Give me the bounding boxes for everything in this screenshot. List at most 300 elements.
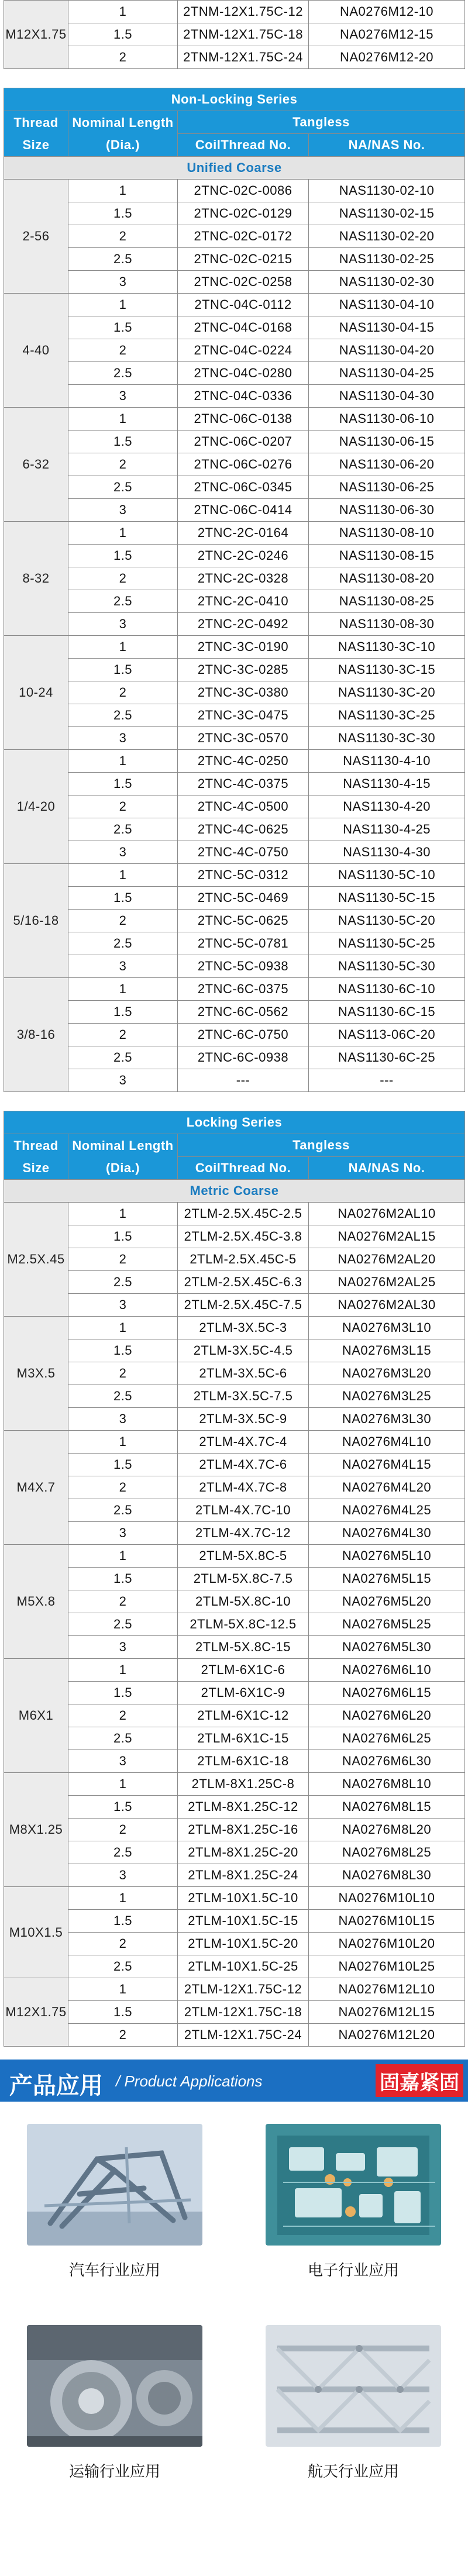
thread-size-cell: M4X.7 xyxy=(4,1431,68,1545)
coilthread-header: CoilThread No. xyxy=(178,1157,309,1180)
application-card-transport[interactable] xyxy=(27,2325,202,2481)
table-row xyxy=(4,681,465,704)
nas-cell: NA0276M4L10 xyxy=(309,1431,465,1454)
section-spacer xyxy=(0,69,468,88)
nas-cell: NA0276M6L10 xyxy=(309,1659,465,1682)
nominal-length-cell: 3 xyxy=(68,1069,178,1092)
coilthread-cell: 2TLM-8X1.25C-20 xyxy=(178,1841,309,1864)
coilthread-cell: 2TNC-4C-0500 xyxy=(178,795,309,818)
nominal-length-cell: 1 xyxy=(68,408,178,431)
coilthread-cell: 2TLM-4X.7C-4 xyxy=(178,1431,309,1454)
nominal-length-cell: 1.5 xyxy=(68,316,178,339)
nominal-length-cell: 3 xyxy=(68,1864,178,1887)
subsection-title: Unified Coarse xyxy=(4,157,465,180)
nominal-length-cell: 1 xyxy=(68,864,178,887)
nominal-length-cell: 2 xyxy=(68,2024,178,2047)
nominal-length-cell: 1 xyxy=(68,978,178,1001)
nominal-length-cell: 3 xyxy=(68,841,178,864)
coilthread-cell: 2TNC-5C-0938 xyxy=(178,955,309,978)
table-row xyxy=(4,1636,465,1659)
thread-size-cell: 4-40 xyxy=(4,294,68,408)
coilthread-cell: 2TNC-04C-0224 xyxy=(178,339,309,362)
nominal-length-cell: 3 xyxy=(68,499,178,522)
table-row xyxy=(4,1294,465,1317)
nominal-length-cell: 3 xyxy=(68,1636,178,1659)
nas-cell: NA0276M10L20 xyxy=(309,1933,465,1955)
nas-cell: NA0276M8L30 xyxy=(309,1864,465,1887)
nas-cell: NA0276M4L30 xyxy=(309,1522,465,1545)
thread-size-cell: 10-24 xyxy=(4,636,68,750)
table-row xyxy=(4,1545,465,1568)
nominal-length-cell: 1.5 xyxy=(68,1796,178,1819)
coilthread-cell: 2TNC-4C-0625 xyxy=(178,818,309,841)
coilthread-cell: 2TLM-5X.8C-7.5 xyxy=(178,1568,309,1590)
coilthread-cell: 2TLM-4X.7C-10 xyxy=(178,1499,309,1522)
coilthread-cell: 2TNC-02C-0258 xyxy=(178,271,309,294)
nominal-length-cell: 1 xyxy=(68,180,178,202)
coilthread-cell: 2TLM-6X1C-6 xyxy=(178,1659,309,1682)
table-row xyxy=(4,180,465,202)
coilthread-cell: 2TNC-04C-0280 xyxy=(178,362,309,385)
nominal-length-cell: 1 xyxy=(68,1887,178,1910)
coilthread-cell: 2TLM-5X.8C-5 xyxy=(178,1545,309,1568)
nas-cell: NA0276M2AL30 xyxy=(309,1294,465,1317)
nas-cell: NAS1130-4-10 xyxy=(309,750,465,773)
coilthread-cell: 2TNC-06C-0276 xyxy=(178,453,309,476)
thread-size-cell: M12X1.75 xyxy=(4,1978,68,2047)
coilthread-cell: 2TNC-6C-0750 xyxy=(178,1024,309,1046)
nas-cell: NAS1130-08-15 xyxy=(309,545,465,567)
table-row xyxy=(4,955,465,978)
coilthread-cell: 2TLM-8X1.25C-8 xyxy=(178,1773,309,1796)
table-row xyxy=(4,248,465,271)
table-row xyxy=(4,978,465,1001)
nominal-length-cell: 1.5 xyxy=(68,1339,178,1362)
top-table xyxy=(4,0,465,69)
coilthread-cell: 2TNC-06C-0414 xyxy=(178,499,309,522)
coilthread-cell: 2TNC-2C-0246 xyxy=(178,545,309,567)
table-row xyxy=(4,1590,465,1613)
nas-cell: NAS1130-08-20 xyxy=(309,567,465,590)
table-row xyxy=(4,1385,465,1408)
application-label: 电子行业应用 xyxy=(307,2262,399,2279)
coilthread-cell: 2TLM-4X.7C-6 xyxy=(178,1454,309,1476)
application-label: 汽车行业应用 xyxy=(68,2262,160,2279)
nas-cell: NAS1130-6C-25 xyxy=(309,1046,465,1069)
nas-cell: NAS1130-4-15 xyxy=(309,773,465,795)
nominal-length-cell: 1 xyxy=(68,1431,178,1454)
nominal-length-cell: 3 xyxy=(68,271,178,294)
coilthread-cell: 2TLM-3X.5C-9 xyxy=(178,1408,309,1431)
nas-cell: NA0276M5L30 xyxy=(309,1636,465,1659)
nas-cell: NA0276M2AL10 xyxy=(309,1203,465,1225)
nominal-length-cell: 2 xyxy=(68,1819,178,1841)
nas-cell: NAS1130-02-15 xyxy=(309,202,465,225)
nas-cell: NAS1130-04-20 xyxy=(309,339,465,362)
table-row xyxy=(4,1704,465,1727)
nominal-length-cell: 2 xyxy=(68,681,178,704)
table-row xyxy=(4,750,465,773)
applications-banner xyxy=(0,2060,468,2102)
coilthread-cell: 2TLM-2.5X.45C-5 xyxy=(178,1248,309,1271)
table-row xyxy=(4,1069,465,1092)
nominal-length-cell: 1 xyxy=(68,1545,178,1568)
table-row xyxy=(4,1454,465,1476)
coilthread-cell: 2TLM-6X1C-15 xyxy=(178,1727,309,1750)
nominal-length-cell: 2.5 xyxy=(68,818,178,841)
nas-cell: NAS1130-5C-15 xyxy=(309,887,465,910)
table-row xyxy=(4,1887,465,1910)
application-label: 运输行业应用 xyxy=(68,2463,160,2481)
coilthread-cell: 2TNC-5C-0625 xyxy=(178,910,309,932)
table-row xyxy=(4,1910,465,1933)
table-row xyxy=(4,613,465,636)
nas-cell: NA0276M3L25 xyxy=(309,1385,465,1408)
nas-cell: NAS1130-4-25 xyxy=(309,818,465,841)
table-row xyxy=(4,1682,465,1704)
nominal-length-cell: 2 xyxy=(68,1362,178,1385)
coilthread-cell: 2TLM-12X1.75C-18 xyxy=(178,2001,309,2024)
table-row xyxy=(4,499,465,522)
coilthread-cell: 2TNC-2C-0492 xyxy=(178,613,309,636)
table-row xyxy=(4,932,465,955)
nominal-length-cell: 2.5 xyxy=(68,932,178,955)
nominal-length-cell: 3 xyxy=(68,1294,178,1317)
table-row xyxy=(4,1024,465,1046)
nas-cell: --- xyxy=(309,1069,465,1092)
nas-cell: NA0276M5L10 xyxy=(309,1545,465,1568)
coilthread-cell: 2TLM-10X1.5C-20 xyxy=(178,1933,309,1955)
coilthread-cell: 2TNC-5C-0469 xyxy=(178,887,309,910)
nas-cell: NAS1130-3C-15 xyxy=(309,659,465,681)
table-row xyxy=(4,1819,465,1841)
coilthread-cell: 2TNC-02C-0172 xyxy=(178,225,309,248)
table-row xyxy=(4,1248,465,1271)
nas-cell: NA0276M12-15 xyxy=(309,23,465,46)
table-row xyxy=(4,385,465,408)
tangless-header: Tangless xyxy=(178,111,465,134)
coilthread-cell: 2TLM-3X.5C-7.5 xyxy=(178,1385,309,1408)
thread-size-cell: 3/8-16 xyxy=(4,978,68,1092)
nominal-length-cell: 2.5 xyxy=(68,590,178,613)
table-row xyxy=(4,864,465,887)
nas-cell: NAS1130-3C-25 xyxy=(309,704,465,727)
nominal-length-cell: 2 xyxy=(68,46,178,69)
table-row xyxy=(4,795,465,818)
table-row xyxy=(4,1001,465,1024)
nas-cell: NAS1130-06-10 xyxy=(309,408,465,431)
nominal-length-cell: 1.5 xyxy=(68,2001,178,2024)
coilthread-cell: 2TLM-8X1.25C-16 xyxy=(178,1819,309,1841)
nominal-length-cell: 2 xyxy=(68,1933,178,1955)
nominal-length-cell: 3 xyxy=(68,613,178,636)
coilthread-cell: 2TNM-12X1.75C-12 xyxy=(178,1,309,23)
nominal-length-cell: 2 xyxy=(68,1704,178,1727)
nas-cell: NA0276M3L10 xyxy=(309,1317,465,1339)
nominal-length-cell: 2.5 xyxy=(68,1499,178,1522)
coilthread-cell: 2TLM-10X1.5C-25 xyxy=(178,1955,309,1978)
train-wheel-image xyxy=(27,2325,202,2447)
nominal-length-cell: 2.5 xyxy=(68,1613,178,1636)
nas-cell: NAS1130-06-25 xyxy=(309,476,465,499)
coilthread-cell: 2TNC-6C-0938 xyxy=(178,1046,309,1069)
nominal-length-cell: 1.5 xyxy=(68,1568,178,1590)
nominal-length-cell: 1.5 xyxy=(68,431,178,453)
coilthread-cell: 2TLM-6X1C-18 xyxy=(178,1750,309,1773)
coilthread-cell: 2TNC-4C-0375 xyxy=(178,773,309,795)
coilthread-cell: 2TNC-4C-0250 xyxy=(178,750,309,773)
table-row xyxy=(4,1046,465,1069)
table-row xyxy=(4,1203,465,1225)
nas-cell: NA0276M12-10 xyxy=(309,1,465,23)
nas-cell: NAS1130-4-20 xyxy=(309,795,465,818)
coilthread-cell: 2TNC-6C-0375 xyxy=(178,978,309,1001)
nominal-length-cell: 2.5 xyxy=(68,704,178,727)
nominal-length-cell: 1.5 xyxy=(68,1001,178,1024)
thread-size-cell: 6-32 xyxy=(4,408,68,522)
nas-cell: NA0276M2AL25 xyxy=(309,1271,465,1294)
table-row xyxy=(4,476,465,499)
nas-header: NA/NAS No. xyxy=(309,134,465,157)
thread-size-cell: 5/16-18 xyxy=(4,864,68,978)
nas-cell: NA0276M3L30 xyxy=(309,1408,465,1431)
nas-cell: NA0276M3L15 xyxy=(309,1339,465,1362)
coilthread-cell: 2TLM-3X.5C-6 xyxy=(178,1362,309,1385)
nas-cell: NAS1130-04-30 xyxy=(309,385,465,408)
aerospace-structure-image xyxy=(266,2325,441,2447)
nominal-length-cell: 2.5 xyxy=(68,248,178,271)
nominal-length-cell: 1 xyxy=(68,1317,178,1339)
nas-cell: NA0276M12L10 xyxy=(309,1978,465,2001)
thread-size-header: Thread Size xyxy=(4,111,68,157)
table-row xyxy=(4,567,465,590)
table-row xyxy=(4,704,465,727)
nas-cell: NAS1130-3C-20 xyxy=(309,681,465,704)
nominal-length-cell: 2 xyxy=(68,1476,178,1499)
circuit-board-image xyxy=(266,2124,441,2246)
table-row xyxy=(4,910,465,932)
coilthread-cell: 2TLM-3X.5C-4.5 xyxy=(178,1339,309,1362)
nominal-length-cell: 2.5 xyxy=(68,362,178,385)
table-row xyxy=(4,1841,465,1864)
nominal-length-cell: 2 xyxy=(68,225,178,248)
nominal-length-cell: 2.5 xyxy=(68,476,178,499)
table-row xyxy=(4,1522,465,1545)
coilthread-cell: 2TNC-2C-0164 xyxy=(178,522,309,545)
series-title: Non-Locking Series xyxy=(4,88,465,111)
coilthread-cell: 2TNM-12X1.75C-24 xyxy=(178,46,309,69)
nominal-length-cell: 1 xyxy=(68,294,178,316)
coilthread-cell: 2TLM-6X1C-9 xyxy=(178,1682,309,1704)
table-row xyxy=(4,1727,465,1750)
nas-cell: NA0276M5L25 xyxy=(309,1613,465,1636)
application-card-automotive[interactable] xyxy=(27,2124,202,2280)
nominal-length-cell: 2 xyxy=(68,795,178,818)
coilthread-cell: 2TLM-6X1C-12 xyxy=(178,1704,309,1727)
nas-cell: NA0276M6L25 xyxy=(309,1727,465,1750)
table-row xyxy=(4,818,465,841)
automotive-frame-image xyxy=(27,2124,202,2246)
nominal-length-cell: 1.5 xyxy=(68,1682,178,1704)
table-row xyxy=(4,362,465,385)
nas-cell: NA0276M8L10 xyxy=(309,1773,465,1796)
nominal-length-cell: 2.5 xyxy=(68,1046,178,1069)
coilthread-cell: 2TNC-04C-0112 xyxy=(178,294,309,316)
coilthread-cell: 2TLM-5X.8C-12.5 xyxy=(178,1613,309,1636)
nominal-length-cell: 1.5 xyxy=(68,1454,178,1476)
thread-size-cell: M2.5X.45 xyxy=(4,1203,68,1317)
nas-cell: NA0276M5L15 xyxy=(309,1568,465,1590)
table-row xyxy=(4,339,465,362)
coilthread-cell: 2TLM-8X1.25C-12 xyxy=(178,1796,309,1819)
coilthread-cell: 2TLM-5X.8C-15 xyxy=(178,1636,309,1659)
nominal-length-cell: 2 xyxy=(68,1024,178,1046)
table-row xyxy=(4,1339,465,1362)
nominal-length-cell: 2 xyxy=(68,1590,178,1613)
table-row xyxy=(4,1773,465,1796)
table-row xyxy=(4,453,465,476)
table-row xyxy=(4,1431,465,1454)
nas-cell: NAS1130-08-10 xyxy=(309,522,465,545)
nominal-length-cell: 2 xyxy=(68,567,178,590)
nas-cell: NAS1130-04-10 xyxy=(309,294,465,316)
nas-cell: NA0276M8L15 xyxy=(309,1796,465,1819)
table-row xyxy=(4,1408,465,1431)
nominal-length-cell: 3 xyxy=(68,385,178,408)
application-card-aerospace[interactable] xyxy=(266,2325,441,2481)
coilthread-cell: 2TLM-3X.5C-3 xyxy=(178,1317,309,1339)
coilthread-cell: 2TNC-3C-0475 xyxy=(178,704,309,727)
table-row xyxy=(4,1476,465,1499)
table-row xyxy=(4,271,465,294)
thread-size-cell: 2-56 xyxy=(4,180,68,294)
nominal-length-header: Nominal Length (Dia.) xyxy=(68,111,178,157)
table-row xyxy=(4,545,465,567)
coilthread-cell: 2TLM-2.5X.45C-3.8 xyxy=(178,1225,309,1248)
applications-grid xyxy=(0,2102,468,2511)
nominal-length-cell: 3 xyxy=(68,1408,178,1431)
coilthread-cell: 2TLM-5X.8C-10 xyxy=(178,1590,309,1613)
brand-tag: 固嘉紧固 xyxy=(376,2064,463,2097)
thread-size-cell: M6X1 xyxy=(4,1659,68,1773)
coilthread-cell: 2TLM-4X.7C-12 xyxy=(178,1522,309,1545)
table-row xyxy=(4,2001,465,2024)
nominal-length-cell: 1 xyxy=(68,1659,178,1682)
coilthread-cell: 2TNC-06C-0138 xyxy=(178,408,309,431)
nas-cell: NAS1130-08-30 xyxy=(309,613,465,636)
nas-cell: NAS1130-3C-30 xyxy=(309,727,465,750)
nominal-length-cell: 2 xyxy=(68,1248,178,1271)
nas-cell: NAS1130-5C-10 xyxy=(309,864,465,887)
nas-cell: NAS1130-5C-30 xyxy=(309,955,465,978)
coilthread-cell: 2TLM-10X1.5C-15 xyxy=(178,1910,309,1933)
nas-cell: NA0276M6L15 xyxy=(309,1682,465,1704)
series-title: Locking Series xyxy=(4,1111,465,1134)
nas-cell: NAS1130-08-25 xyxy=(309,590,465,613)
nominal-length-cell: 1.5 xyxy=(68,1910,178,1933)
nas-cell: NA0276M8L20 xyxy=(309,1819,465,1841)
nas-cell: NAS1130-5C-25 xyxy=(309,932,465,955)
table-row xyxy=(4,887,465,910)
nominal-length-cell: 1 xyxy=(68,1203,178,1225)
table-row xyxy=(4,408,465,431)
nominal-length-cell: 1.5 xyxy=(68,659,178,681)
coilthread-cell: 2TLM-12X1.75C-24 xyxy=(178,2024,309,2047)
nas-cell: NAS1130-06-15 xyxy=(309,431,465,453)
application-card-electronics[interactable] xyxy=(266,2124,441,2280)
nominal-length-cell: 1 xyxy=(68,750,178,773)
coilthread-cell: 2TNC-06C-0207 xyxy=(178,431,309,453)
nominal-length-cell: 1 xyxy=(68,1978,178,2001)
table-row xyxy=(4,202,465,225)
nas-cell: NAS1130-5C-20 xyxy=(309,910,465,932)
nominal-length-cell: 3 xyxy=(68,1750,178,1773)
table-row xyxy=(4,23,465,46)
locking-table xyxy=(4,1111,465,2047)
table-row xyxy=(4,225,465,248)
application-label: 航天行业应用 xyxy=(307,2463,399,2481)
non-locking-table xyxy=(4,88,465,1092)
nas-cell: NA0276M12L20 xyxy=(309,2024,465,2047)
table-row xyxy=(4,773,465,795)
nas-cell: NAS1130-04-25 xyxy=(309,362,465,385)
nas-cell: NA0276M10L15 xyxy=(309,1910,465,1933)
table-row xyxy=(4,1796,465,1819)
table-row xyxy=(4,1864,465,1887)
nominal-length-cell: 2.5 xyxy=(68,1955,178,1978)
coilthread-cell: 2TNC-02C-0086 xyxy=(178,180,309,202)
coilthread-cell: 2TNC-3C-0190 xyxy=(178,636,309,659)
nas-cell: NAS1130-3C-10 xyxy=(309,636,465,659)
coilthread-cell: 2TLM-8X1.25C-24 xyxy=(178,1864,309,1887)
coilthread-cell: 2TNM-12X1.75C-18 xyxy=(178,23,309,46)
coilthread-cell: 2TNC-06C-0345 xyxy=(178,476,309,499)
nas-cell: NAS1130-6C-10 xyxy=(309,978,465,1001)
nominal-length-header: Nominal Length (Dia.) xyxy=(68,1134,178,1180)
coilthread-cell: 2TNC-04C-0168 xyxy=(178,316,309,339)
nominal-length-cell: 1 xyxy=(68,1,178,23)
section-spacer xyxy=(0,1092,468,1111)
nas-cell: NA0276M10L10 xyxy=(309,1887,465,1910)
nominal-length-cell: 1.5 xyxy=(68,887,178,910)
nas-cell: NA0276M6L30 xyxy=(309,1750,465,1773)
applications-title-en: / Product Applications xyxy=(116,2072,263,2090)
thread-size-cell: M12X1.75 xyxy=(4,1,68,69)
coilthread-cell: 2TNC-5C-0781 xyxy=(178,932,309,955)
coilthread-cell: 2TNC-2C-0410 xyxy=(178,590,309,613)
nas-cell: NAS1130-6C-15 xyxy=(309,1001,465,1024)
table-row xyxy=(4,1978,465,2001)
nas-cell: NAS1130-02-10 xyxy=(309,180,465,202)
nominal-length-cell: 2.5 xyxy=(68,1385,178,1408)
table-row xyxy=(4,727,465,750)
nominal-length-cell: 1 xyxy=(68,636,178,659)
table-row xyxy=(4,1362,465,1385)
coilthread-cell: 2TLM-2.5X.45C-6.3 xyxy=(178,1271,309,1294)
table-row xyxy=(4,1613,465,1636)
table-row xyxy=(4,1933,465,1955)
nominal-length-cell: 1.5 xyxy=(68,773,178,795)
nominal-length-cell: 1.5 xyxy=(68,545,178,567)
nas-cell: NA0276M4L25 xyxy=(309,1499,465,1522)
coilthread-cell: 2TLM-4X.7C-8 xyxy=(178,1476,309,1499)
coilthread-header: CoilThread No. xyxy=(178,134,309,157)
coilthread-cell: 2TLM-10X1.5C-10 xyxy=(178,1887,309,1910)
table-row xyxy=(4,316,465,339)
thread-size-header: Thread Size xyxy=(4,1134,68,1180)
nas-cell: NA0276M8L25 xyxy=(309,1841,465,1864)
nas-cell: NA0276M4L15 xyxy=(309,1454,465,1476)
